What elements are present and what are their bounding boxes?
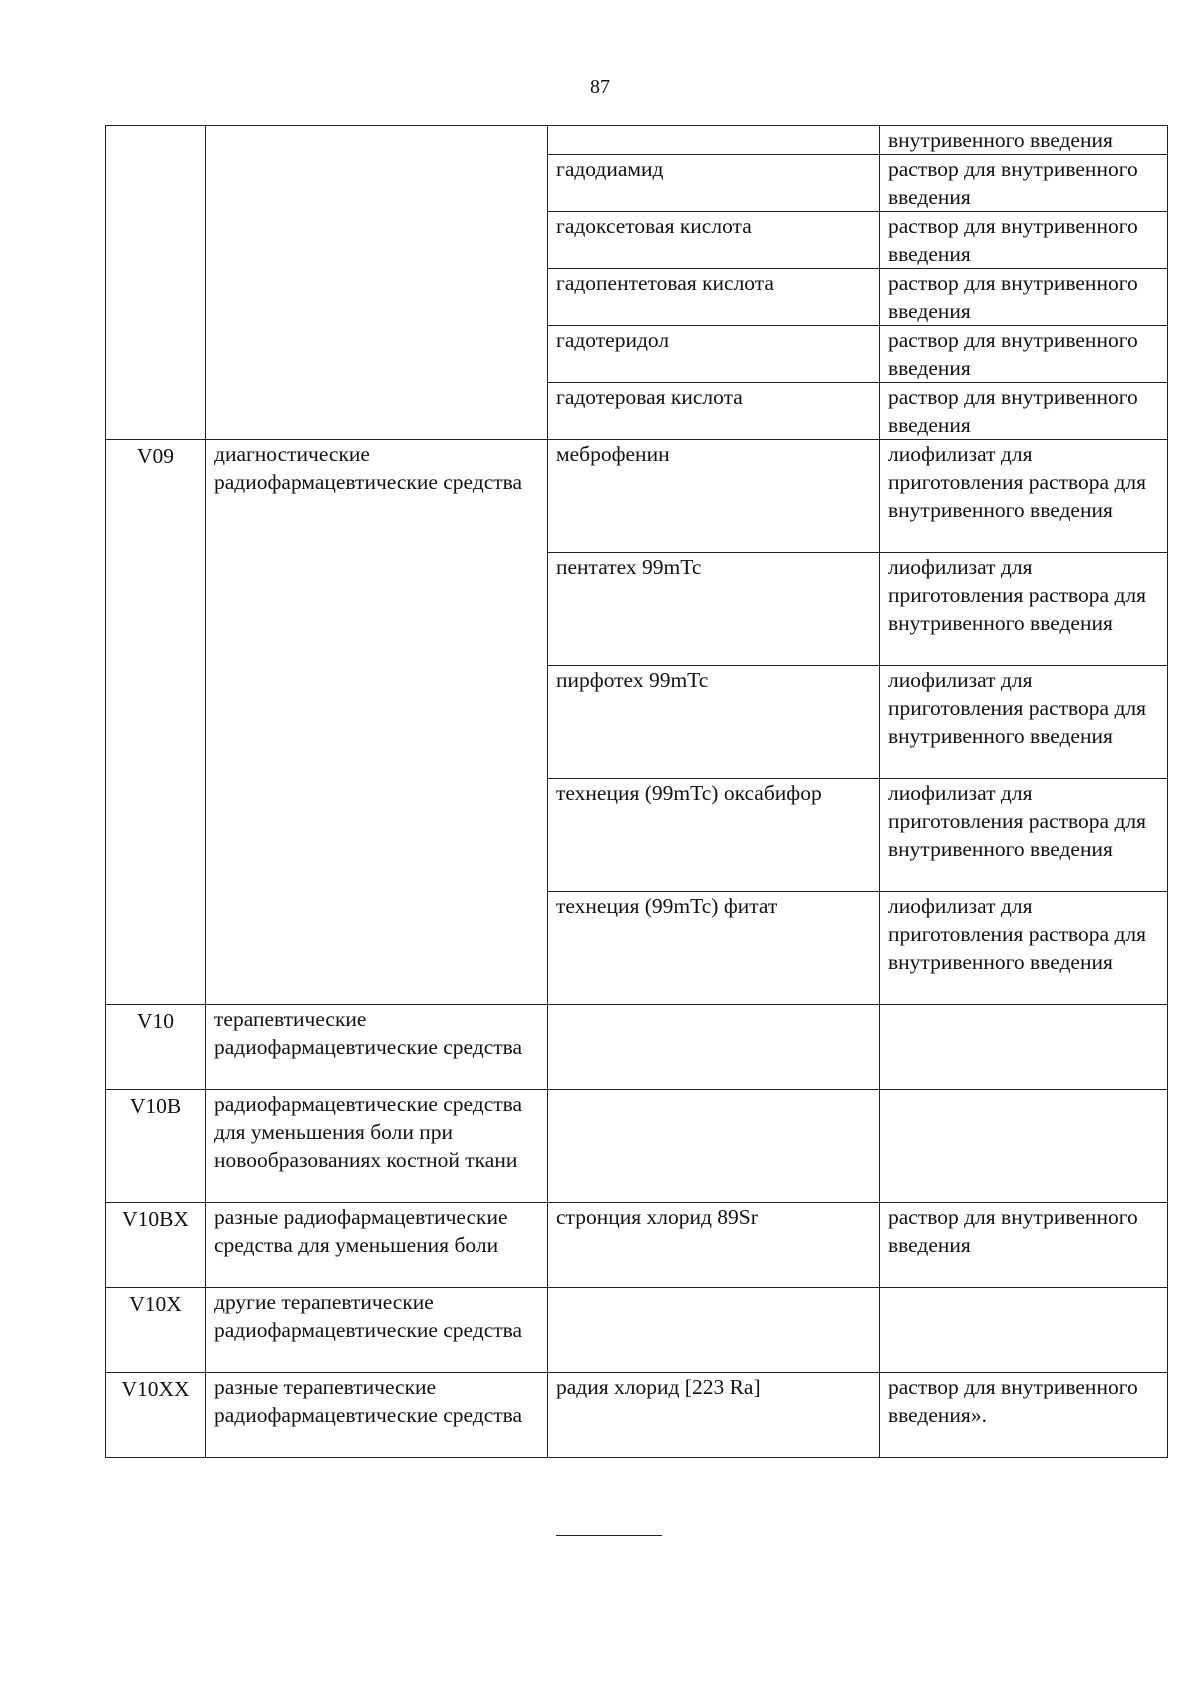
group-name-cell: терапевтические радиофармацевтические средства [206,1005,548,1090]
group-name-cell: диагностические радиофармацевтические средства [206,440,548,1005]
dosage-form-cell: лиофилизат для приготовления раствора для внутривенного введения [880,666,1168,779]
drug-name-cell: гадопентетовая кислота [548,269,880,326]
dosage-form-cell: внутривенного введения [880,126,1168,155]
atc-code-cell: V10B [106,1090,206,1203]
drug-name-cell: пирфотех 99mTc [548,666,880,779]
table-row [106,1288,1168,1373]
atc-code-cell [106,126,206,440]
dosage-form-cell: лиофилизат для приготовления раствора для внутривенного введения [880,892,1168,1005]
table-row [106,1005,1168,1090]
dosage-form-cell: раствор для внутривенного введения [880,212,1168,269]
group-name-cell: другие терапевтические радиофармацевтические средства [206,1288,548,1373]
drug-name-cell [548,1288,880,1373]
drug-name-cell: радия хлорид [223 Ra] [548,1373,880,1458]
table-row [106,126,1168,155]
atc-code-cell: V10XX [106,1373,206,1458]
drug-name-cell: меброфенин [548,440,880,553]
dosage-form-cell: раствор для внутривенного введения [880,1203,1168,1288]
drug-name-cell: технеция (99mTc) оксабифор [548,779,880,892]
group-name-cell: разные радиофармацевтические средства для уменьшения боли [206,1203,548,1288]
dosage-form-cell: раствор для внутривенного введения [880,269,1168,326]
atc-code-cell: V10 [106,1005,206,1090]
drug-table [105,125,1168,1458]
drug-name-cell: стронция хлорид 89Sr [548,1203,880,1288]
atc-code-cell: V10BX [106,1203,206,1288]
drug-name-cell: гадоксетовая кислота [548,212,880,269]
dosage-form-cell [880,1090,1168,1203]
drug-name-cell [548,1090,880,1203]
atc-code-cell: V10X [106,1288,206,1373]
dosage-form-cell: раствор для внутривенного введения [880,383,1168,440]
dosage-form-cell: лиофилизат для приготовления раствора для внутривенного введения [880,779,1168,892]
table-row [106,440,1168,553]
drug-name-cell: технеция (99mTc) фитат [548,892,880,1005]
table-row [106,1373,1168,1458]
page-number: 87 [590,76,610,98]
drug-name-cell: гадодиамид [548,155,880,212]
group-name-cell [206,126,548,440]
footnote-divider [556,1535,662,1536]
dosage-form-cell: раствор для внутривенного введения [880,326,1168,383]
table-row [106,1203,1168,1288]
dosage-form-cell [880,1005,1168,1090]
drug-name-cell [548,1005,880,1090]
dosage-form-cell: раствор для внутривенного введения [880,155,1168,212]
group-name-cell: радиофармацевтические средства для уменьшения боли при новообразованиях костной ткани [206,1090,548,1203]
table-row [106,1090,1168,1203]
dosage-form-cell: лиофилизат для приготовления раствора для внутривенного введения [880,440,1168,553]
dosage-form-cell [880,1288,1168,1373]
group-name-cell: разные терапевтические радиофармацевтические средства [206,1373,548,1458]
drug-name-cell [548,126,880,155]
drug-name-cell: гадотеридол [548,326,880,383]
atc-code-cell: V09 [106,440,206,1005]
drug-name-cell: пентатех 99mTc [548,553,880,666]
dosage-form-cell: раствор для внутривенного введения». [880,1373,1168,1458]
dosage-form-cell: лиофилизат для приготовления раствора для внутривенного введения [880,553,1168,666]
drug-name-cell: гадотеровая кислота [548,383,880,440]
